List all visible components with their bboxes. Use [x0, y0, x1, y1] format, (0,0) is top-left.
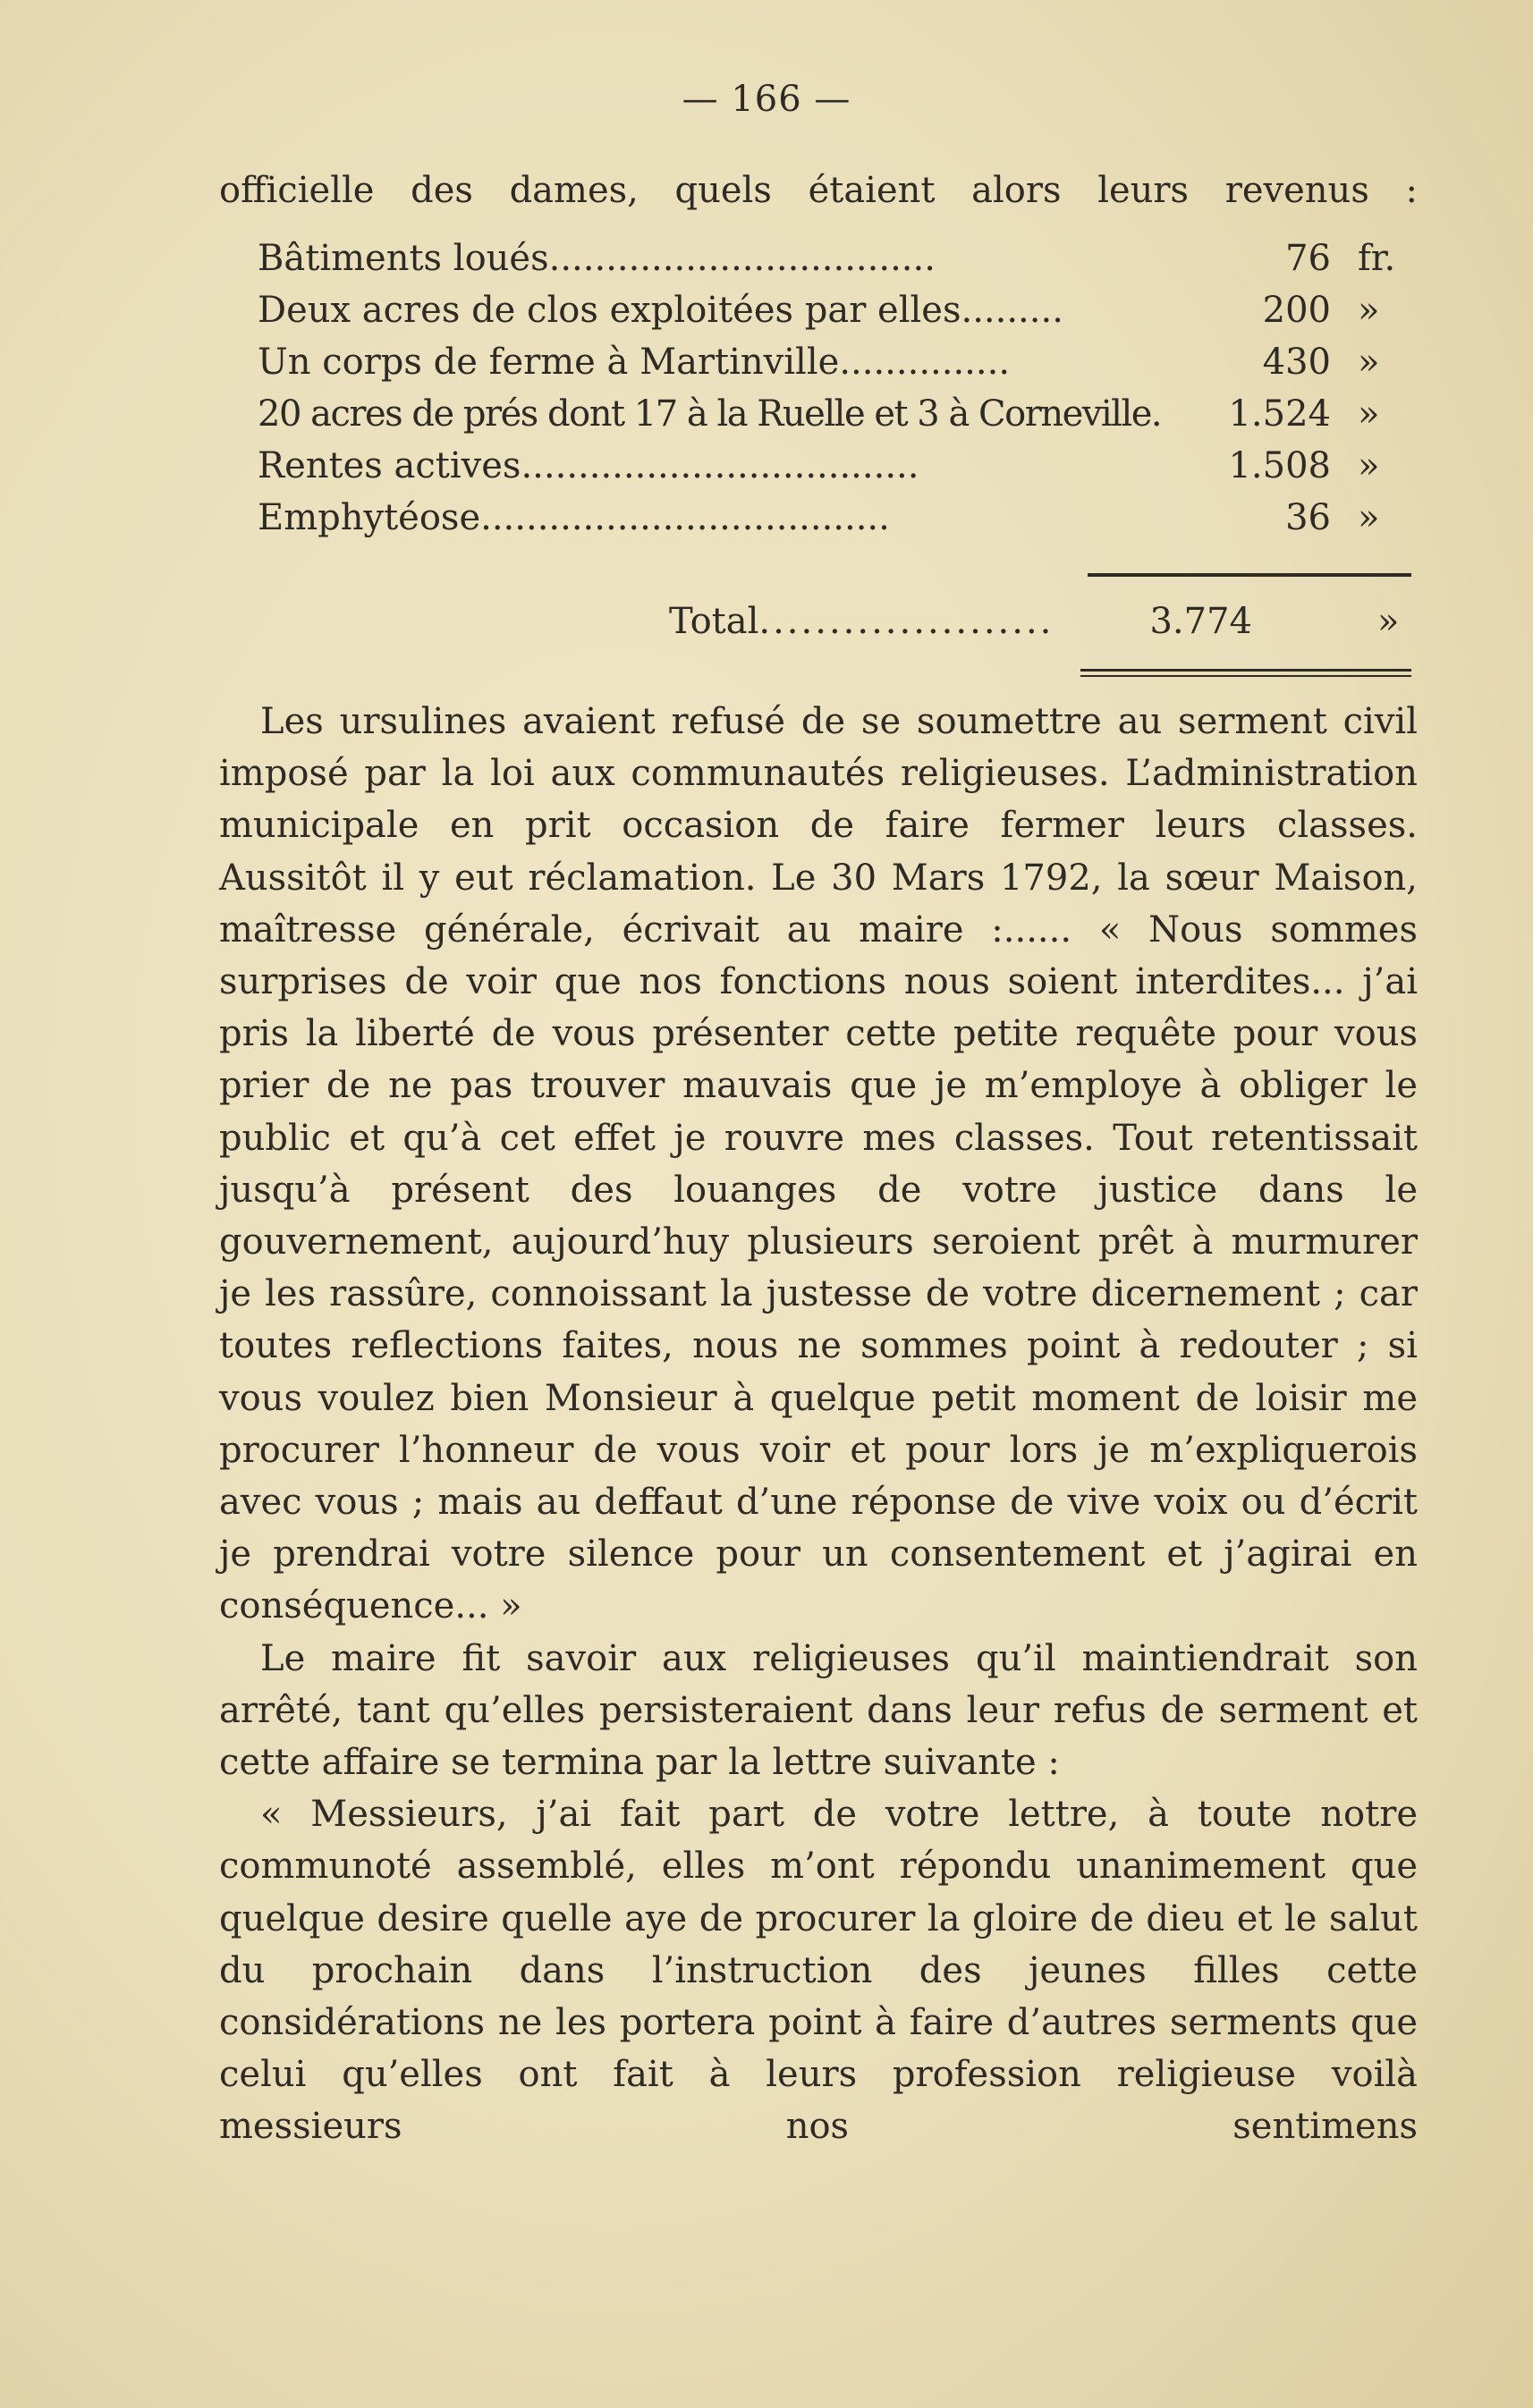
ledger-value: 1.508 [1228, 445, 1331, 486]
ledger-row [258, 440, 1420, 492]
leader-dots: ................................... [521, 445, 919, 486]
leader-dots: ..................... [758, 601, 1054, 642]
leader-dots: .................................. [548, 238, 936, 279]
total-unit: » [1377, 601, 1400, 642]
total-label: Total [669, 601, 759, 642]
ledger-unit: fr. [1358, 238, 1396, 279]
paragraph: Les ursulines avaient refusé de se soumettre au serment civil imposé par la loi aux communautés religieuses. L’administration municipale en prit occasion de faire fermer leurs classes. Aussitôt il y eut réclamation. Le 30 Mars 1792, la sœur Maison, maîtresse générale, écrivait au maire :...... « Nous sommes surprises de voir que nos fonctions nous soient interdites... j’ai pris la liberté de vous présenter cette petite requête pour vous prier de ne pas trouver mauvais que je m’employe à obliger le public et qu’à cet effet je rouvre mes classes. Tout retentissait jusqu’à présent des louanges de votre justice dans le gouvernement, aujourd’huy plusieurs seroient prêt à murmurer je les rassûre, connoissant la justesse de votre dicernement ; car toutes reflections faites, nous ne sommes point à redouter ; si vous voulez bien Monsieur à quelque petit moment de loisir me procurer l’honneur de vous voir et pour lors je m’expliquerois avec vous ; mais au deffaut d’une réponse de vive voix ou d’écrit je prendrai votre silence pour un consentement et j’agirai en conséquence... » [219, 701, 1418, 1627]
ledger-row [258, 284, 1420, 336]
double-rule-bottom [1080, 675, 1411, 677]
ledger-label: Rentes actives [258, 445, 521, 486]
ledger-unit: » [1358, 290, 1380, 331]
ledger-label: 20 acres de prés dont 17 à la Ruelle et 3 à Corneville. [258, 393, 1162, 435]
intro-line: officielle des dames, quels étaient alors leurs revenus : [219, 170, 1418, 211]
leader-dots: ............... [839, 342, 1011, 383]
ledger-unit: » [1358, 497, 1380, 538]
leader-dots: ......... [961, 290, 1063, 331]
ledger-row [258, 232, 1420, 284]
leader-dots: .................................... [480, 497, 890, 538]
ledger-unit: » [1358, 445, 1380, 486]
double-rule-top [1080, 669, 1411, 672]
ledger-label: Deux acres de clos exploitées par elles [258, 290, 961, 331]
total-value: 3.774 [1149, 601, 1252, 642]
ledger-row [258, 492, 1420, 544]
page-number: — 166 — [682, 79, 851, 120]
body-text [219, 696, 1418, 2153]
total-row [669, 596, 1420, 647]
paragraph: Le maire fit savoir aux religieuses qu’il maintiendrait son arrêté, tant qu’elles persisteraient dans leur refus de serment et cette affaire se termina par la lettre suivante : [219, 1637, 1418, 1784]
ledger-value: 1.524 [1228, 393, 1331, 435]
ledger-label: Bâtiments loués [258, 238, 549, 279]
ledger-value: 76 [1285, 238, 1331, 279]
ledger-row [258, 388, 1420, 440]
ledger-value: 36 [1285, 497, 1331, 538]
ledger-row [258, 336, 1420, 388]
ledger-label: Un corps de ferme à Martinville [258, 342, 840, 383]
paragraph: « Messieurs, j’ai fait part de votre lettre, à toute notre communoté assemblé, elles m’ont répondu unanimement que quelque desire quelle aye de procurer la gloire de dieu et le salut du prochain dans l’instruction des jeunes filles cette considérations ne les portera point à faire d’autres serments que celui qu’elles ont fait à leurs profession religieuse voilà messieurs nos sentimens [219, 1794, 1418, 2148]
sum-rule [1088, 573, 1411, 577]
ledger-label: Emphytéose [258, 497, 481, 538]
ledger-unit: » [1358, 393, 1380, 435]
ledger-value: 200 [1262, 290, 1331, 331]
ledger-value: 430 [1262, 342, 1331, 383]
ledger-unit: » [1358, 342, 1380, 383]
